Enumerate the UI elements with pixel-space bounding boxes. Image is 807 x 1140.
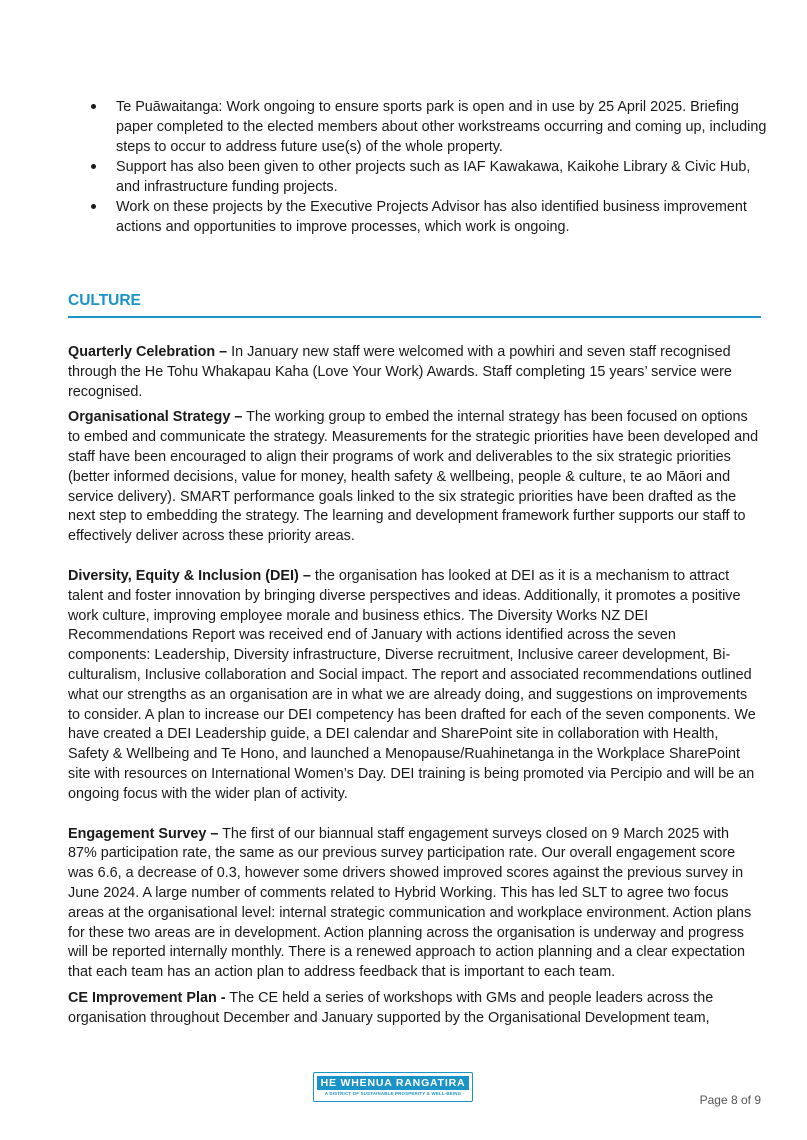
paragraph-body: the organisation has looked at DEI as it is a mechanism to attract talent and foster innovation by bringing diverse perspectives and ideas. Additionally, it promotes a positive work culture, improving employee morale and business ethics. The Diversity Works NZ DEI Recommendations Report was received end of January with actions identified across the seven components: Leadership, Diversity infrastructure, Diverse recruitment, Inclusive career development, Bi-culturalism, Inclusive collaboration and Social impact. The report and associated recommendations outlined what our strengths as an organisation are in what we are already doing, and suggestions on improvements to consider. A plan to increase our DEI competency has been drafted for each of the seven components. We have created a DEI Leadership guide, a DEI calendar and SharePoint site in collaboration with Health, Safety & Wellbeing and Te Hono, and launched a Menopause/Ruahinetanga in the Workplace SharePoint site with resources on International Women’s Day. DEI training is being promoted via Percipio and will be an ongoing focus with the wider plan of activity. bbox=[68, 567, 756, 802]
paragraph-organisational-strategy bbox=[68, 408, 761, 547]
paragraph-dei bbox=[68, 567, 761, 805]
paragraph-body: In January new staff were welcomed with a powhiri and seven staff recognised through the He Tohu Whakapau Kaha (Love Your Work) Awards. Staff completing 15 years’ service were recognised. bbox=[68, 344, 732, 400]
section-heading: CULTURE bbox=[68, 291, 761, 318]
page-number: Page 8 of 9 bbox=[699, 1093, 761, 1107]
section-content bbox=[68, 343, 761, 1029]
paragraph-quarterly-celebration bbox=[68, 343, 761, 402]
paragraph-title: Engagement Survey – bbox=[68, 825, 219, 842]
logo-title: HE WHENUA RANGATIRA bbox=[317, 1076, 469, 1090]
paragraph-body: The first of our biannual staff engagement surveys closed on 9 March 2025 with 87% participation rate, the same as our previous survey participation rate. Our overall engagement score was 6.6, a decrease of 0.3, however some drivers showed improved scores against the previous survey in June 2024. A large number of comments related to Hybrid Working. This has led SLT to agree two focus areas at the organisational level: internal strategic communication and workplace environment. Action plans for these two areas are in development. Action planning across the organisation is underway and progress will be reported internally monthly. There is a renewed approach to action planning and a clear expectation that each team has an action plan to address feedback that is important to each team. bbox=[68, 825, 752, 981]
paragraph-title: CE Improvement Plan - bbox=[68, 989, 226, 1006]
paragraph-title: Organisational Strategy – bbox=[68, 409, 243, 426]
logo-tagline: A DISTRICT OF SUSTAINABLE PROSPERITY & WELL-BEING bbox=[324, 1091, 462, 1096]
bullet-item: Support has also been given to other projects such as IAF Kawakawa, Kaikohe Library & Civic Hub, and infrastructure funding projects. bbox=[68, 157, 768, 197]
bullet-list bbox=[68, 97, 768, 237]
paragraph-body: The CE held a series of workshops with GMs and people leaders across the organisation throughout December and January supported by the Organisational Development team, bbox=[68, 989, 714, 1026]
bullet-item: Te Puāwaitanga: Work ongoing to ensure sports park is open and in use by 25 April 2025. Briefing paper completed to the elected members about other workstreams occurring and coming up, including steps to occur to address future use(s) of the whole property. bbox=[68, 97, 768, 157]
paragraph-body: The working group to embed the internal strategy has been focused on options to embed and communicate the strategy. Measurements for the strategic priorities have been developed and staff have been encouraged to align their programs of work and deliverables to the six strategic priorities (better informed decisions, value for money, health safety & wellbeing, people & culture, te ao Māori and service delivery). SMART performance goals linked to the six strategic priorities have been drafted as the next step to embedding the strategy. The learning and development framework further supports our staff to effectively deliver across these priority areas. bbox=[68, 409, 759, 545]
footer-logo bbox=[313, 1072, 473, 1102]
paragraph-title: Quarterly Celebration – bbox=[68, 344, 228, 360]
bullet-item: Work on these projects by the Executive Projects Advisor has also identified business improvement actions and opportunities to improve processes, which work is ongoing. bbox=[68, 197, 768, 237]
paragraph-ce-improvement-plan bbox=[68, 989, 761, 1029]
paragraph-engagement-survey bbox=[68, 825, 761, 983]
paragraph-title: Diversity, Equity & Inclusion (DEI) – bbox=[68, 567, 311, 584]
